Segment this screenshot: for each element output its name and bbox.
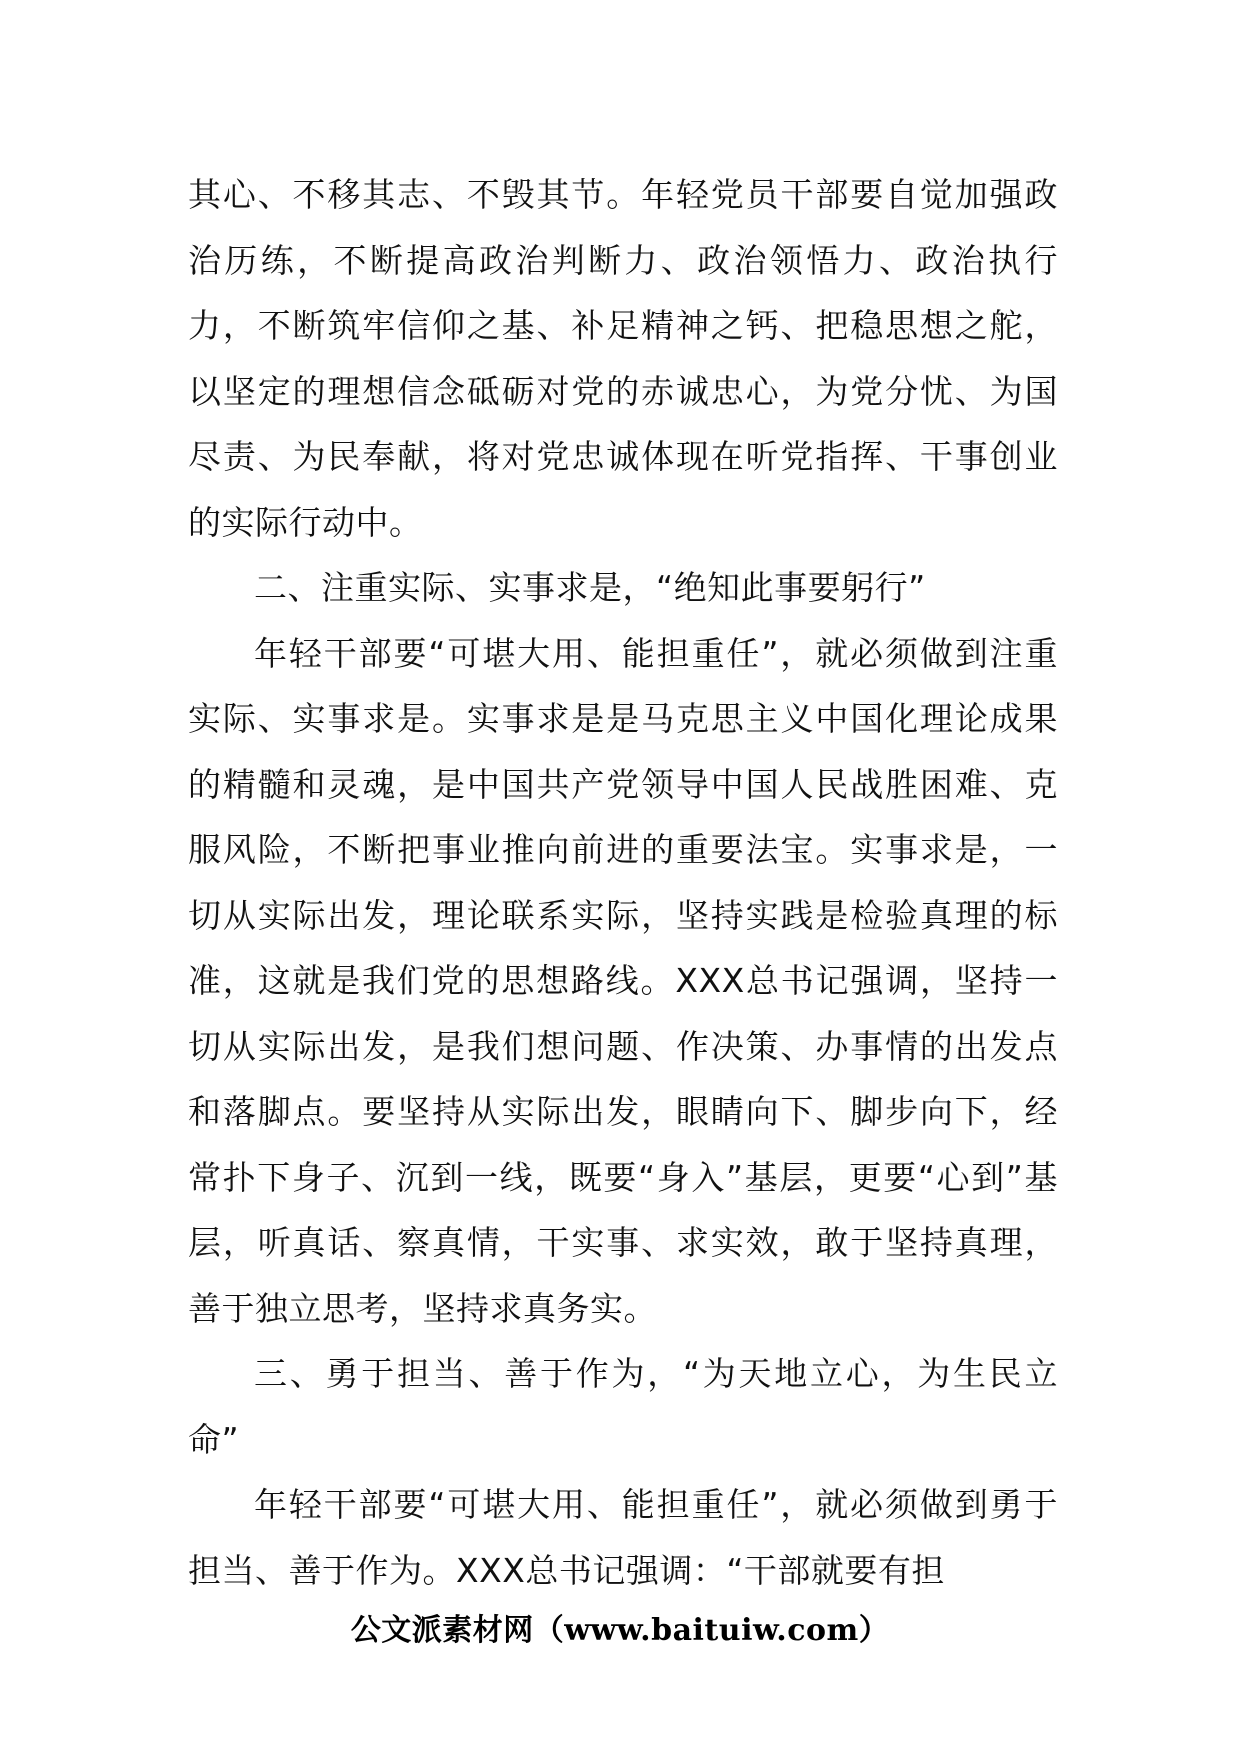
document-body	[188, 162, 1058, 1603]
section-heading-3: 三、勇于担当、善于作为，“为天地立心，为生民立命”	[188, 1354, 1058, 1459]
paragraph-3: 年轻干部要“可堪大用、能担重任”，就必须做到注重实际、实事求是。实事求是是马克思主义中国化理论成果的精髓和灵魂，是中国共产党领导中国人民战胜困难、克服风险，不断把事业推向前进的重要法宝。实事求是，一切从实际出发，理论联系实际，坚持实践是检验真理的标准，这就是我们党的思想路线。XXX总书记强调，坚持一切从实际出发，是我们想问题、作决策、办事情的出发点和落脚点。要坚持从实际出发，眼睛向下、脚步向下，经常扑下身子、沉到一线，既要“身入”基层，更要“心到”基层，听真话、察真情，干实事、求实效，敢于坚持真理，善于独立思考，坚持求真务实。	[188, 633, 1058, 1328]
footer-watermark: 公文派素材网（www.baituiw.com）	[350, 1613, 890, 1648]
paragraph-1: 其心、不移其志、不毁其节。年轻党员干部要自觉加强政治历练，不断提高政治判断力、政治领悟力、政治执行力，不断筑牢信仰之基、补足精神之钙、把稳思想之舵，以坚定的理想信念砥砺对党的赤诚忠心，为党分忧、为国尽责、为民奉献，将对党忠诚体现在听党指挥、干事创业的实际行动中。	[188, 175, 1058, 542]
paragraph-5: 年轻干部要“可堪大用、能担重任”，就必须做到勇于担当、善于作为。XXX总书记强调：“干部就要有担	[188, 1485, 1058, 1590]
section-heading-2: 二、注重实际、实事求是，“绝知此事要躬行”	[254, 568, 926, 607]
